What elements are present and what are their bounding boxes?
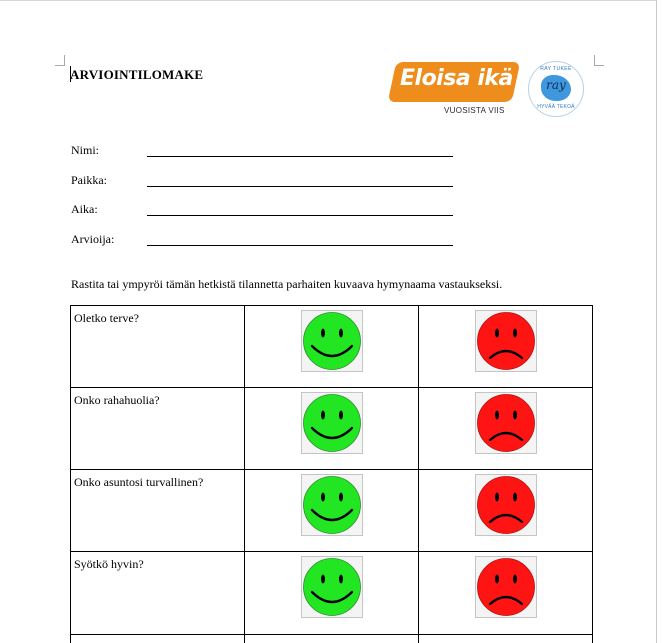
table-border-left <box>70 305 71 643</box>
table-border-right <box>592 305 593 643</box>
table-row-divider <box>70 551 593 552</box>
eloisa-ika-logo <box>386 56 521 122</box>
document-title: ARVIOINTILOMAKE <box>70 67 204 82</box>
question-oletko-terve: Oletko terve? <box>74 311 139 325</box>
question-onko-asuntosi-turvallinen: Onko asuntosi turvallinen? <box>74 475 204 489</box>
field-label-paikka: Paikka: <box>71 173 107 187</box>
table-row-divider <box>70 469 593 470</box>
assessment-table <box>70 305 593 643</box>
ray-logo-bottom-text: HYVÄÄ TEKOÄ <box>537 104 575 110</box>
table-column-divider <box>418 305 419 643</box>
page-edge-right <box>656 0 657 643</box>
eloisa-logo-subtitle: VUOSISTA VIIS <box>444 106 505 115</box>
sad-face-icon[interactable] <box>475 474 537 536</box>
question-syotko-hyvin: Syötkö hyvin? <box>74 557 144 571</box>
instruction-text: Rastita tai ympyröi tämän hetkistä tilannetta parhaiten kuvaava hymynaama vastaukseksi. <box>71 277 503 291</box>
table-row-divider <box>70 634 593 635</box>
field-label-aika: Aika: <box>71 202 98 216</box>
happy-face-icon[interactable] <box>301 474 363 536</box>
sad-face-icon[interactable] <box>475 556 537 618</box>
eloisa-logo-name: Eloisa ikä <box>400 66 513 91</box>
crop-mark-top-left <box>55 65 65 66</box>
field-line-arvioija[interactable] <box>147 245 453 246</box>
ray-logo-top-text: RAY TUKEE <box>540 66 572 72</box>
field-line-paikka[interactable] <box>147 186 453 187</box>
sad-face-icon[interactable] <box>475 310 537 372</box>
crop-mark-top-right <box>594 65 604 66</box>
sad-face-icon[interactable] <box>475 392 537 454</box>
happy-face-icon[interactable] <box>301 556 363 618</box>
table-border-top <box>70 305 593 306</box>
table-row-divider <box>70 387 593 388</box>
field-label-nimi: Nimi: <box>71 143 100 157</box>
happy-face-icon[interactable] <box>301 392 363 454</box>
table-column-divider <box>244 305 245 643</box>
question-onko-rahahuolia: Onko rahahuolia? <box>74 393 160 407</box>
page-edge-top <box>0 0 657 1</box>
field-label-arvioija: Arvioija: <box>71 232 115 246</box>
happy-face-icon[interactable] <box>301 310 363 372</box>
ray-logo <box>528 61 584 117</box>
field-line-aika[interactable] <box>147 215 453 216</box>
ray-logo-word: ray <box>546 78 566 92</box>
field-line-nimi[interactable] <box>147 156 453 157</box>
